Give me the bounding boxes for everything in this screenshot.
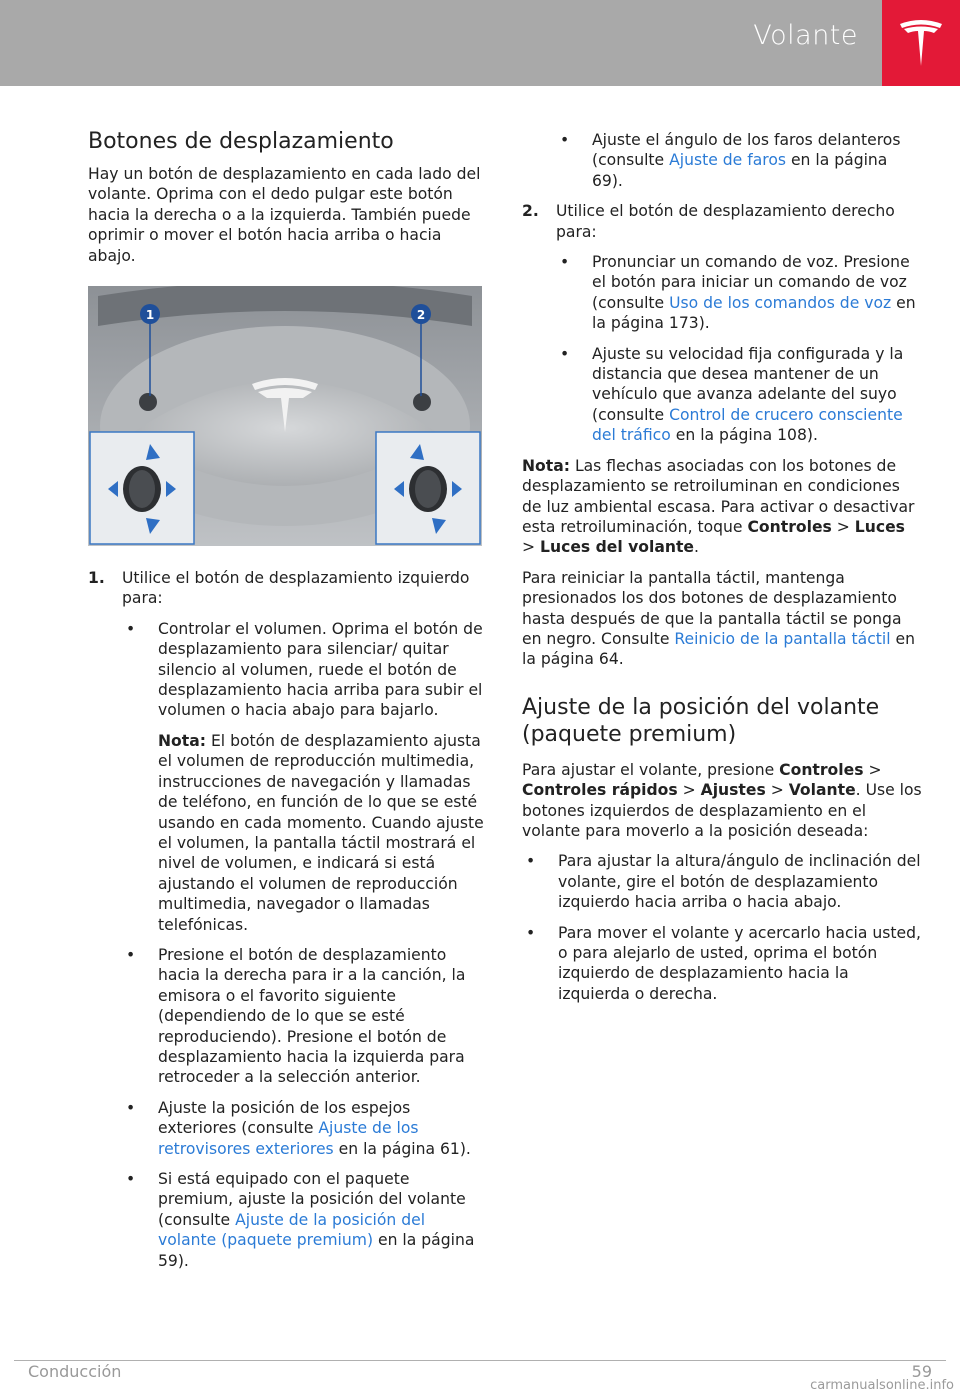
- section-heading-2: Ajuste de la posición del volante (paquete premium): [522, 694, 880, 747]
- bullet-dot: •: [560, 344, 570, 363]
- list-item-text: Utilice el botón de desplazamiento izquierdo para:: [122, 569, 470, 608]
- note-text: Las flechas asociadas con los botones de desplazamiento se retroiluminan en condiciones de luz ambiental escasa. Para activar o desactivar esta retroiluminación, toque: [522, 456, 915, 536]
- path-separator: >: [677, 781, 701, 800]
- bullet-text: Ajuste la posición de los espejos exteriores (consulte: [158, 1098, 411, 1138]
- headlights-link[interactable]: Ajuste de faros: [669, 151, 786, 170]
- list-item-text: Utilice el botón de desplazamiento derecho para:: [556, 202, 895, 241]
- path-separator: >: [522, 538, 541, 557]
- voice-commands-link[interactable]: Uso de los comandos de voz: [669, 293, 892, 312]
- reset-paragraph: [522, 568, 922, 670]
- bullet-dot: •: [526, 852, 536, 871]
- footer-section: Conducción: [28, 1362, 122, 1381]
- path-steering-wheel: Volante: [788, 781, 856, 800]
- mirrors-link[interactable]: Ajuste de los retrovisores exteriores: [158, 1119, 419, 1158]
- page-number: 59: [911, 1362, 932, 1381]
- note-text: El botón de desplazamiento ajusta el volumen de reproducción multimedia, instrucciones de navegación y llamadas de teléfono, en función de lo que se esté usando en cada momento. Cuando ajuste el volumen, la pantalla táctil mostrará el nivel de volumen, e indicará si está ajustando el volumen de reproducción multimedia, navegador o llamadas telefónicas.: [158, 731, 484, 934]
- note-end: .: [694, 538, 699, 557]
- adjust-paragraph: [522, 760, 922, 842]
- adjust-text: Para ajustar el volante, presione: [522, 760, 780, 779]
- bullet-text: Ajuste su velocidad fija configurada y la distancia que desea mantener de un vehículo que avanza adelante del suyo (consulte: [592, 344, 904, 424]
- wheel-position-link[interactable]: Ajuste de la posición del volante (paquete premium): [158, 1210, 426, 1250]
- list-number: 2.: [522, 202, 539, 221]
- bullet-item: [556, 130, 922, 191]
- list-item-1: [88, 568, 484, 609]
- bullet-dot: •: [126, 945, 136, 964]
- path-separator: >: [765, 781, 789, 800]
- reset-touchscreen-link[interactable]: Reinicio de la pantalla táctil: [674, 629, 891, 648]
- right-column: [522, 130, 922, 1014]
- bullet-item: [522, 851, 922, 912]
- note-paragraph: [522, 456, 922, 558]
- path-lights: Luces: [854, 517, 905, 536]
- bullet-item: [122, 945, 484, 1088]
- bullet-item: [556, 252, 922, 334]
- bullet-dot: •: [560, 131, 570, 149]
- reset-text: Para reiniciar la pantalla táctil, mantenga presionados los dos botones de desplazamiento hasta después de que la pantalla táctil se ponga en negro. Consulte: [522, 568, 902, 648]
- bullet-item: [556, 344, 922, 446]
- cruise-control-link[interactable]: Control de crucero consciente del tráfico: [592, 405, 903, 445]
- bullet-dot: •: [560, 253, 570, 272]
- bullet-text-end: en la página 108).: [670, 426, 818, 445]
- path-settings: Ajustes: [700, 781, 766, 800]
- bullet-item: [122, 1098, 484, 1159]
- bullet-text: Controlar el volumen. Oprima el botón de desplazamiento para silenciar/ quitar silencio al volumen, ruede el botón de desplazamiento hacia arriba para subir el volumen o hacia abajo para bajarlo.: [158, 619, 483, 720]
- bullet-text: Para ajustar la altura/ángulo de inclinación del volante, gire el botón de desplazamiento izquierdo hacia arriba o hacia abajo.: [558, 852, 921, 912]
- note-label: Nota:: [522, 456, 570, 475]
- section-heading: Botones de desplazamiento: [88, 129, 394, 154]
- path-separator: >: [831, 517, 855, 536]
- path-quick-controls: Controles rápidos: [522, 781, 678, 800]
- bullet-text: Ajuste el ángulo de los faros delanteros (consulte: [592, 131, 901, 170]
- path-separator: >: [863, 760, 882, 779]
- watermark: carmanualsonline.info: [810, 1378, 954, 1393]
- bullet-item: [122, 619, 484, 721]
- bullet-text-end: en la página 59).: [158, 1231, 475, 1270]
- bullet-dot: •: [126, 1098, 136, 1117]
- tesla-logo-icon: [898, 18, 944, 68]
- bullet-text: Pronunciar un comando de voz. Presione el botón para iniciar un comando de voz (consulte: [592, 253, 910, 312]
- list-item-2: [522, 201, 922, 242]
- reset-text-end: en la página 64.: [522, 629, 915, 669]
- bullet-text: Si está equipado con el paquete premium, ajuste la posición del volante (consulte: [158, 1170, 466, 1229]
- bullet-text-end: en la página 173).: [592, 293, 916, 333]
- bullet-text: Presione el botón de desplazamiento hacia la derecha para ir a la canción, la emisora o el favorito siguiente (dependiendo de lo que se esté reproduciendo). Presione el botón de desplazamiento hacia la izquierda para retroceder a la selección anterior.: [158, 945, 466, 1087]
- bullet-item: [522, 923, 922, 1005]
- note-label: Nota:: [158, 731, 206, 750]
- bullet-dot: •: [126, 619, 136, 638]
- path-controls: Controles: [747, 517, 832, 536]
- path-controls: Controles: [779, 760, 864, 779]
- page-header: [0, 0, 960, 86]
- bullet-text: Para mover el volante y acercarlo hacia usted, o para alejarlo de usted, oprima el botón izquierdo de desplazamiento hacia la izquierda o derecha.: [558, 923, 921, 1003]
- steering-wheel-figure: [88, 286, 482, 546]
- chapter-title: Volante: [753, 20, 858, 51]
- adjust-text-end: . Use los botones izquierdos de desplazamiento en el volante para moverlo a la posición deseada:: [522, 781, 922, 840]
- callout-1: 1: [145, 308, 155, 323]
- bullet-text-end: en la página 61).: [333, 1139, 471, 1158]
- left-column: [88, 128, 484, 1281]
- bullet-text-end: en la página 69).: [592, 151, 888, 190]
- brand-logo: [882, 0, 960, 86]
- note-block: [122, 731, 484, 935]
- path-wheel-lights: Luces del volante: [540, 538, 694, 557]
- callout-2: 2: [416, 308, 426, 323]
- intro-paragraph: Hay un botón de desplazamiento en cada lado del volante. Oprima con el dedo pulgar este botón hacia la derecha o a la izquierda. También puede oprimir o mover el botón hacia arriba o hacia abajo.: [88, 165, 481, 265]
- bullet-dot: •: [126, 1170, 136, 1188]
- list-number: 1.: [88, 569, 105, 588]
- bullet-dot: •: [526, 923, 536, 942]
- bullet-item: [122, 1169, 484, 1271]
- footer-divider: [14, 1360, 946, 1361]
